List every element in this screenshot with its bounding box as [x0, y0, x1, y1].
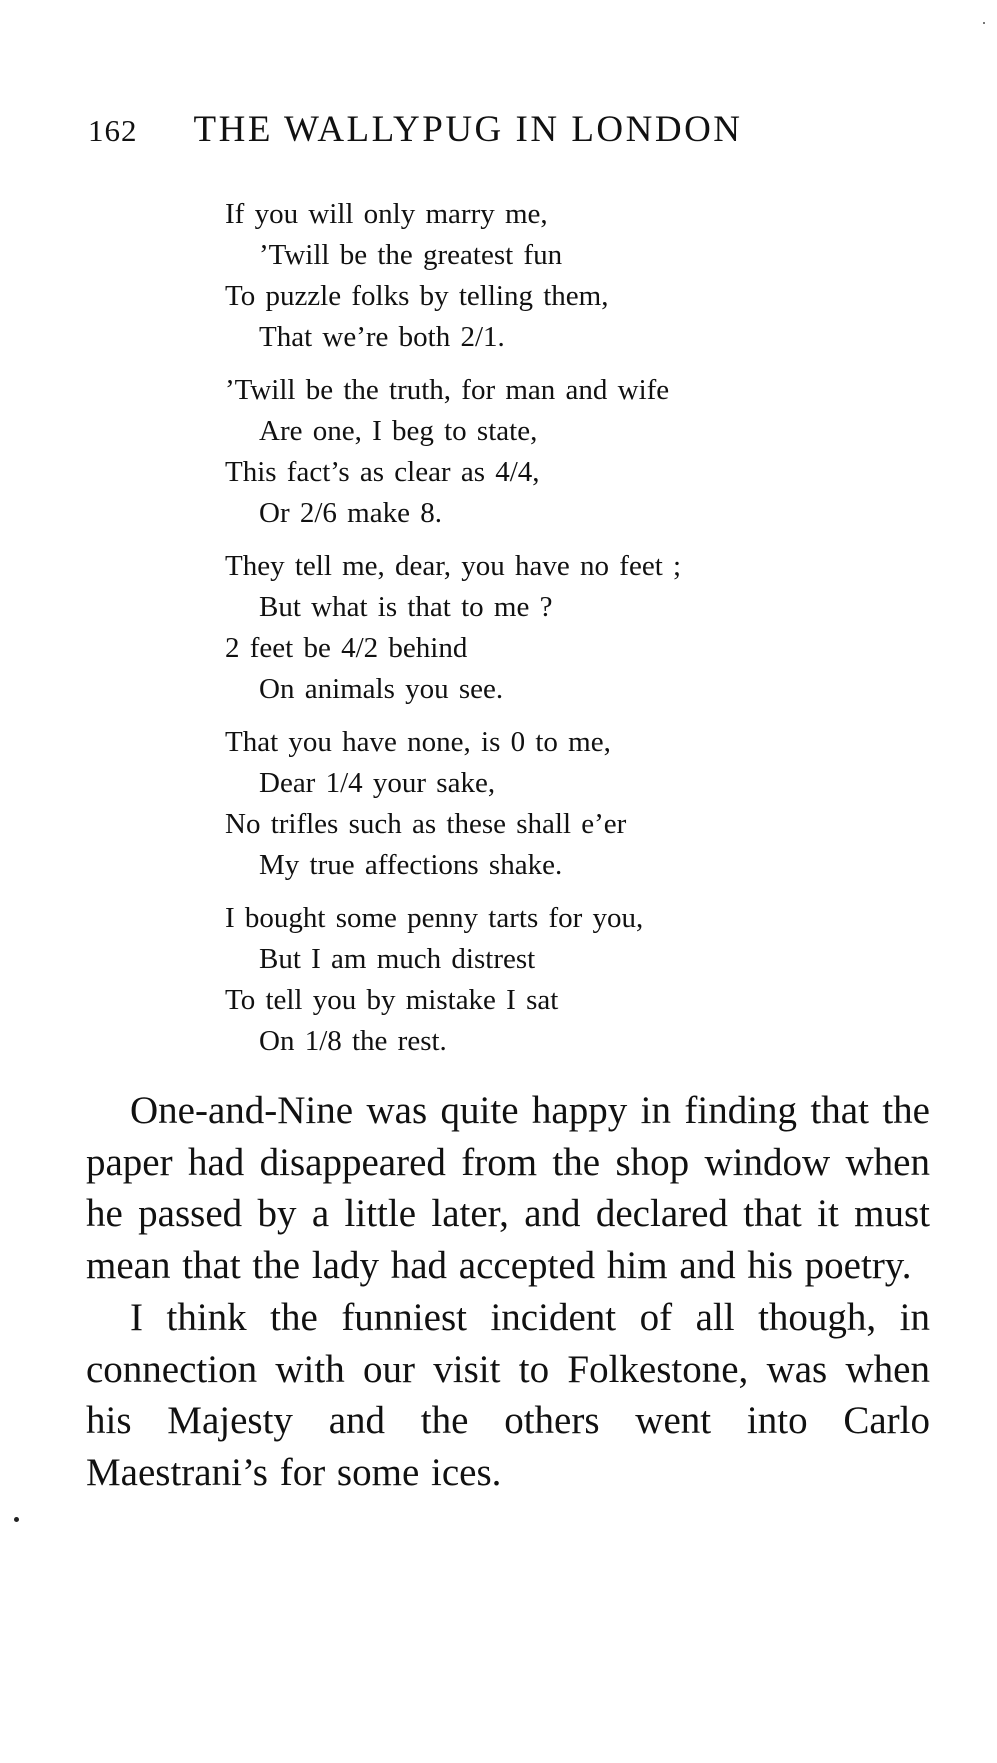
- poem-line: My true affections shake.: [259, 849, 563, 881]
- poem-line: No trifles such as these shall e’er: [225, 808, 627, 840]
- poem-stanza: [225, 370, 865, 534]
- poem-line: Are one, I beg to state,: [259, 415, 538, 447]
- poem-line: On 1/8 the rest.: [259, 1025, 447, 1057]
- poem-line: On animals you see.: [259, 673, 504, 705]
- poem-line: Or 2/6 make 8.: [259, 497, 442, 529]
- poem-stanza: [225, 722, 865, 886]
- poem-line: Dear 1/4 your sake,: [259, 767, 496, 799]
- ink-speck: [983, 22, 985, 24]
- poem-stanza: [225, 898, 865, 1062]
- poem-line: That we’re both 2/1.: [259, 321, 505, 353]
- page-header: [88, 108, 828, 168]
- poem: [225, 194, 865, 1074]
- prose-body: [86, 1085, 930, 1499]
- poem-line: This fact’s as clear as 4/4,: [225, 456, 540, 488]
- ink-speck: [14, 1517, 19, 1522]
- poem-line: If you will only marry me,: [225, 198, 548, 230]
- poem-line: To puzzle folks by telling them,: [225, 280, 609, 312]
- running-head: THE WALLYPUG IN LONDON: [193, 109, 743, 150]
- poem-line: But I am much distrest: [259, 943, 536, 975]
- poem-line: 2 feet be 4/2 behind: [225, 632, 468, 664]
- paragraph: One-and-Nine was quite happy in finding that the paper had disappeared from the shop window when he passed by a little later, and declared that it must mean that the lady had accepted him and his poetry.: [86, 1089, 930, 1287]
- poem-line: They tell me, dear, you have no feet ;: [225, 550, 682, 582]
- poem-line: ’Twill be the greatest fun: [259, 239, 563, 271]
- poem-stanza: [225, 546, 865, 710]
- poem-line: I bought some penny tarts for you,: [225, 902, 644, 934]
- poem-line: But what is that to me ?: [259, 591, 553, 623]
- poem-line: That you have none, is 0 to me,: [225, 726, 611, 758]
- poem-stanza: [225, 194, 865, 358]
- poem-line: To tell you by mistake I sat: [225, 984, 559, 1016]
- poem-line: ’Twill be the truth, for man and wife: [225, 374, 670, 406]
- page-number: 162: [88, 113, 138, 148]
- paragraph: I think the funniest incident of all though, in connection with our visit to Folkestone, was when his Majesty and the others went into Carlo Maestrani’s for some ices.: [86, 1296, 930, 1494]
